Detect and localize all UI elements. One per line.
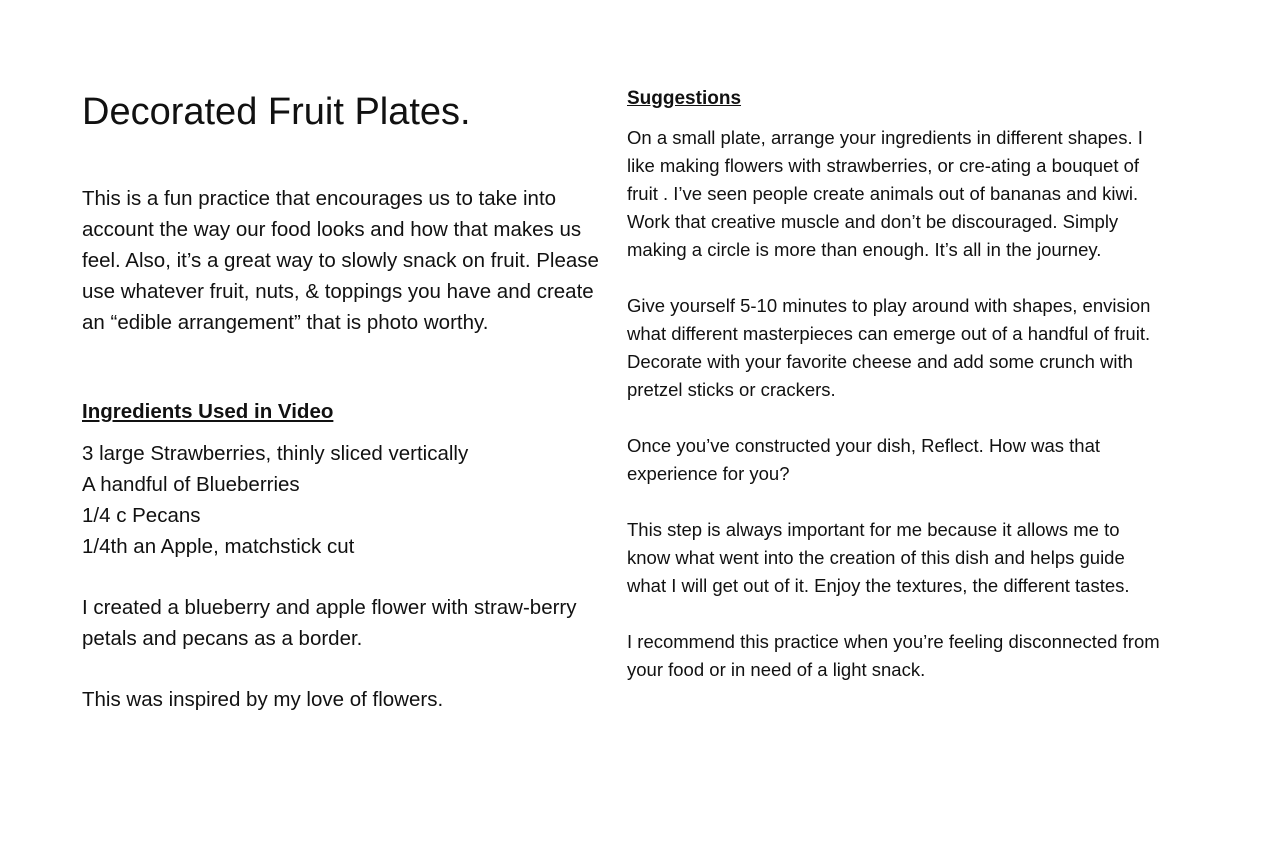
suggestion-paragraph: On a small plate, arrange your ingredients in different shapes. I like making flowers with strawberries, or cre-ating a bouquet of fruit . I’ve seen people create animals out of bananas and kiwi. Work that creative muscle and don’t be discouraged. Simply making a circle is more than enough. It’s all in the journey.: [627, 127, 1143, 260]
suggestion-paragraph: I recommend this practice when you’re feeling disconnected from your food or in need of a light snack.: [627, 631, 1160, 680]
suggestion-paragraph: This step is always important for me because it allows me to know what went into the creation of this dish and helps guide what I will get out of it. Enjoy the textures, the different tastes.: [627, 519, 1130, 596]
ingredient-item: A handful of Blueberries: [82, 473, 300, 496]
page-title: Decorated Fruit Plates.: [82, 91, 471, 133]
suggestion-paragraph: Once you’ve constructed your dish, Reflect. How was that experience for you?: [627, 435, 1100, 484]
right-column: [627, 86, 1162, 684]
suggestion-paragraph: Give yourself 5-10 minutes to play around with shapes, envision what different masterpieces can emerge out of a handful of fruit. Decorate with your favorite cheese and add some crunch with pretzel sticks or crackers.: [627, 295, 1151, 400]
left-column: [82, 86, 612, 715]
ingredient-item: 1/4th an Apple, matchstick cut: [82, 535, 355, 558]
ingredients-heading: Ingredients Used in Video: [82, 400, 334, 423]
ingredients-list: [82, 438, 612, 562]
suggestions-heading: Suggestions: [627, 88, 742, 109]
ingredient-item: 3 large Strawberries, thinly sliced vertically: [82, 442, 469, 465]
inspiration-note: This was inspired by my love of flowers.: [82, 688, 444, 711]
ingredient-item: 1/4 c Pecans: [82, 504, 201, 527]
intro-paragraph: This is a fun practice that encourages us to take into account the way our food looks and how that makes us feel. Also, it’s a great way to slowly snack on fruit. Please use whatever fruit, nuts, & toppings you have and create an “edible arrangement” that is photo worthy.: [82, 187, 599, 334]
flower-description: I created a blueberry and apple flower with straw-berry petals and pecans as a border.: [82, 596, 577, 650]
